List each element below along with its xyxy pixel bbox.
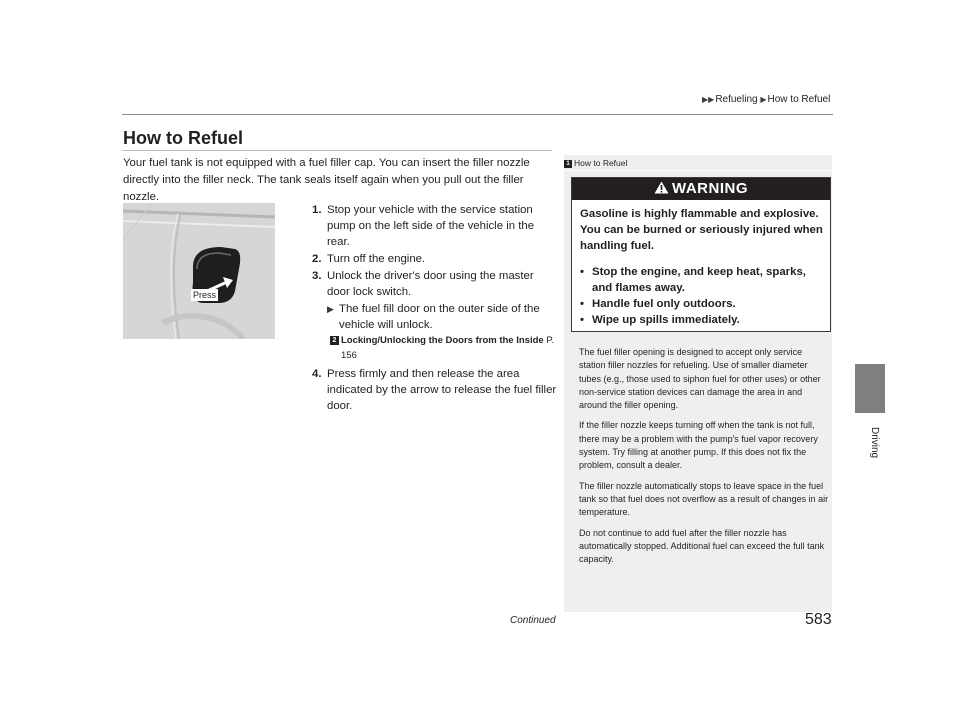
chapter-tab-label-wrap [848, 425, 892, 485]
breadcrumb-current: How to Refuel [767, 94, 831, 105]
step-number: 3. [312, 270, 322, 282]
intro-paragraph: Your fuel tank is not equipped with a fuel filler cap. You can insert the filler nozzle directly into the filler neck. The tank seals itself again when you pull out the filler nozzle. [123, 157, 530, 203]
step-number: 1. [312, 204, 322, 216]
press-callout: Press [193, 290, 217, 300]
page-number: 583 [805, 611, 832, 628]
page-title: How to Refuel [123, 128, 243, 148]
warning-item: • Wipe up spills immediately. [580, 312, 828, 328]
fuel-door-drawing [123, 203, 275, 339]
step-3-result-text: The fuel fill door on the outer side of the vehicle will unlock. [339, 303, 540, 331]
warning-list [580, 264, 828, 328]
warning-item: • Handle fuel only outdoors. [580, 296, 828, 312]
fuel-door-illustration [123, 203, 275, 339]
breadcrumb-section[interactable]: Refueling [715, 94, 758, 105]
steps-list [312, 202, 557, 415]
warning-box [571, 177, 831, 332]
step-text: Unlock the driver's door using the master door lock switch. [327, 270, 534, 298]
reference-title[interactable]: Locking/Unlocking the Doors from the Inside [341, 335, 544, 346]
chevron-right-icon: ▶▶ [702, 95, 715, 104]
step-3 [312, 268, 557, 300]
warning-triangle-icon [654, 181, 669, 194]
step-text: Press firmly and then release the area indicated by the arrow to release the fuel filler door. [327, 368, 557, 412]
chapter-tab[interactable] [855, 364, 885, 413]
note-paragraph: The filler nozzle automatically stops to leave space in the fuel tank so that fuel does not overflow as a result of changes in air temperature. [579, 480, 829, 518]
step-text: Stop your vehicle with the service station pump on the left side of the vehicle in the rear. [327, 204, 535, 248]
note-paragraph: The fuel filler opening is designed to accept only service station filler nozzles for refueling. Use of smaller diameter tubes (e.g., those used to siphon fuel for other uses) or other non-service station devices can damage the area in and around the filler opening. [579, 347, 821, 411]
result-arrow-icon: ▶ [327, 304, 334, 314]
step-1 [312, 202, 557, 250]
step-3-result [312, 301, 557, 333]
reference-icon: 2 [330, 336, 339, 345]
warning-title: WARNING [672, 180, 748, 197]
warning-item: • Stop the engine, and keep heat, sparks, and flames away. [580, 264, 828, 296]
step-text: Turn off the engine. [327, 253, 426, 265]
note-paragraph: If the filler nozzle keeps turning off when the tank is not full, there may be a problem with the pump's fuel vapor recovery system. Try filling at another pump. If this does not fix the problem, consult a dealer. [579, 420, 818, 471]
notes-panel-divider [564, 170, 832, 171]
step-2 [312, 251, 557, 267]
header-divider [122, 114, 833, 115]
breadcrumb [702, 94, 830, 105]
notes-text [579, 346, 829, 573]
chapter-tab-label: Driving [869, 427, 880, 459]
cross-reference-link[interactable] [312, 333, 557, 363]
note-paragraph: Do not continue to add fuel after the filler nozzle has automatically stopped. Additional fuel can exceed the full tank capacity. [579, 527, 825, 565]
step-number: 2. [312, 253, 322, 265]
warning-header [572, 178, 830, 200]
chevron-right-icon: ▶ [760, 95, 767, 104]
step-4 [312, 366, 557, 414]
title-divider [122, 150, 552, 151]
step-number: 4. [312, 368, 322, 380]
reference-icon: 1 [564, 160, 572, 168]
reference-page[interactable]: P. 156 [341, 335, 555, 361]
notes-panel-title: How to Refuel [574, 158, 628, 168]
warning-intro: Gasoline is highly flammable and explosive. You can be burned or seriously injured when handling fuel. [580, 208, 823, 252]
continued-label: Continued [510, 615, 556, 626]
notes-panel-heading [564, 156, 832, 170]
